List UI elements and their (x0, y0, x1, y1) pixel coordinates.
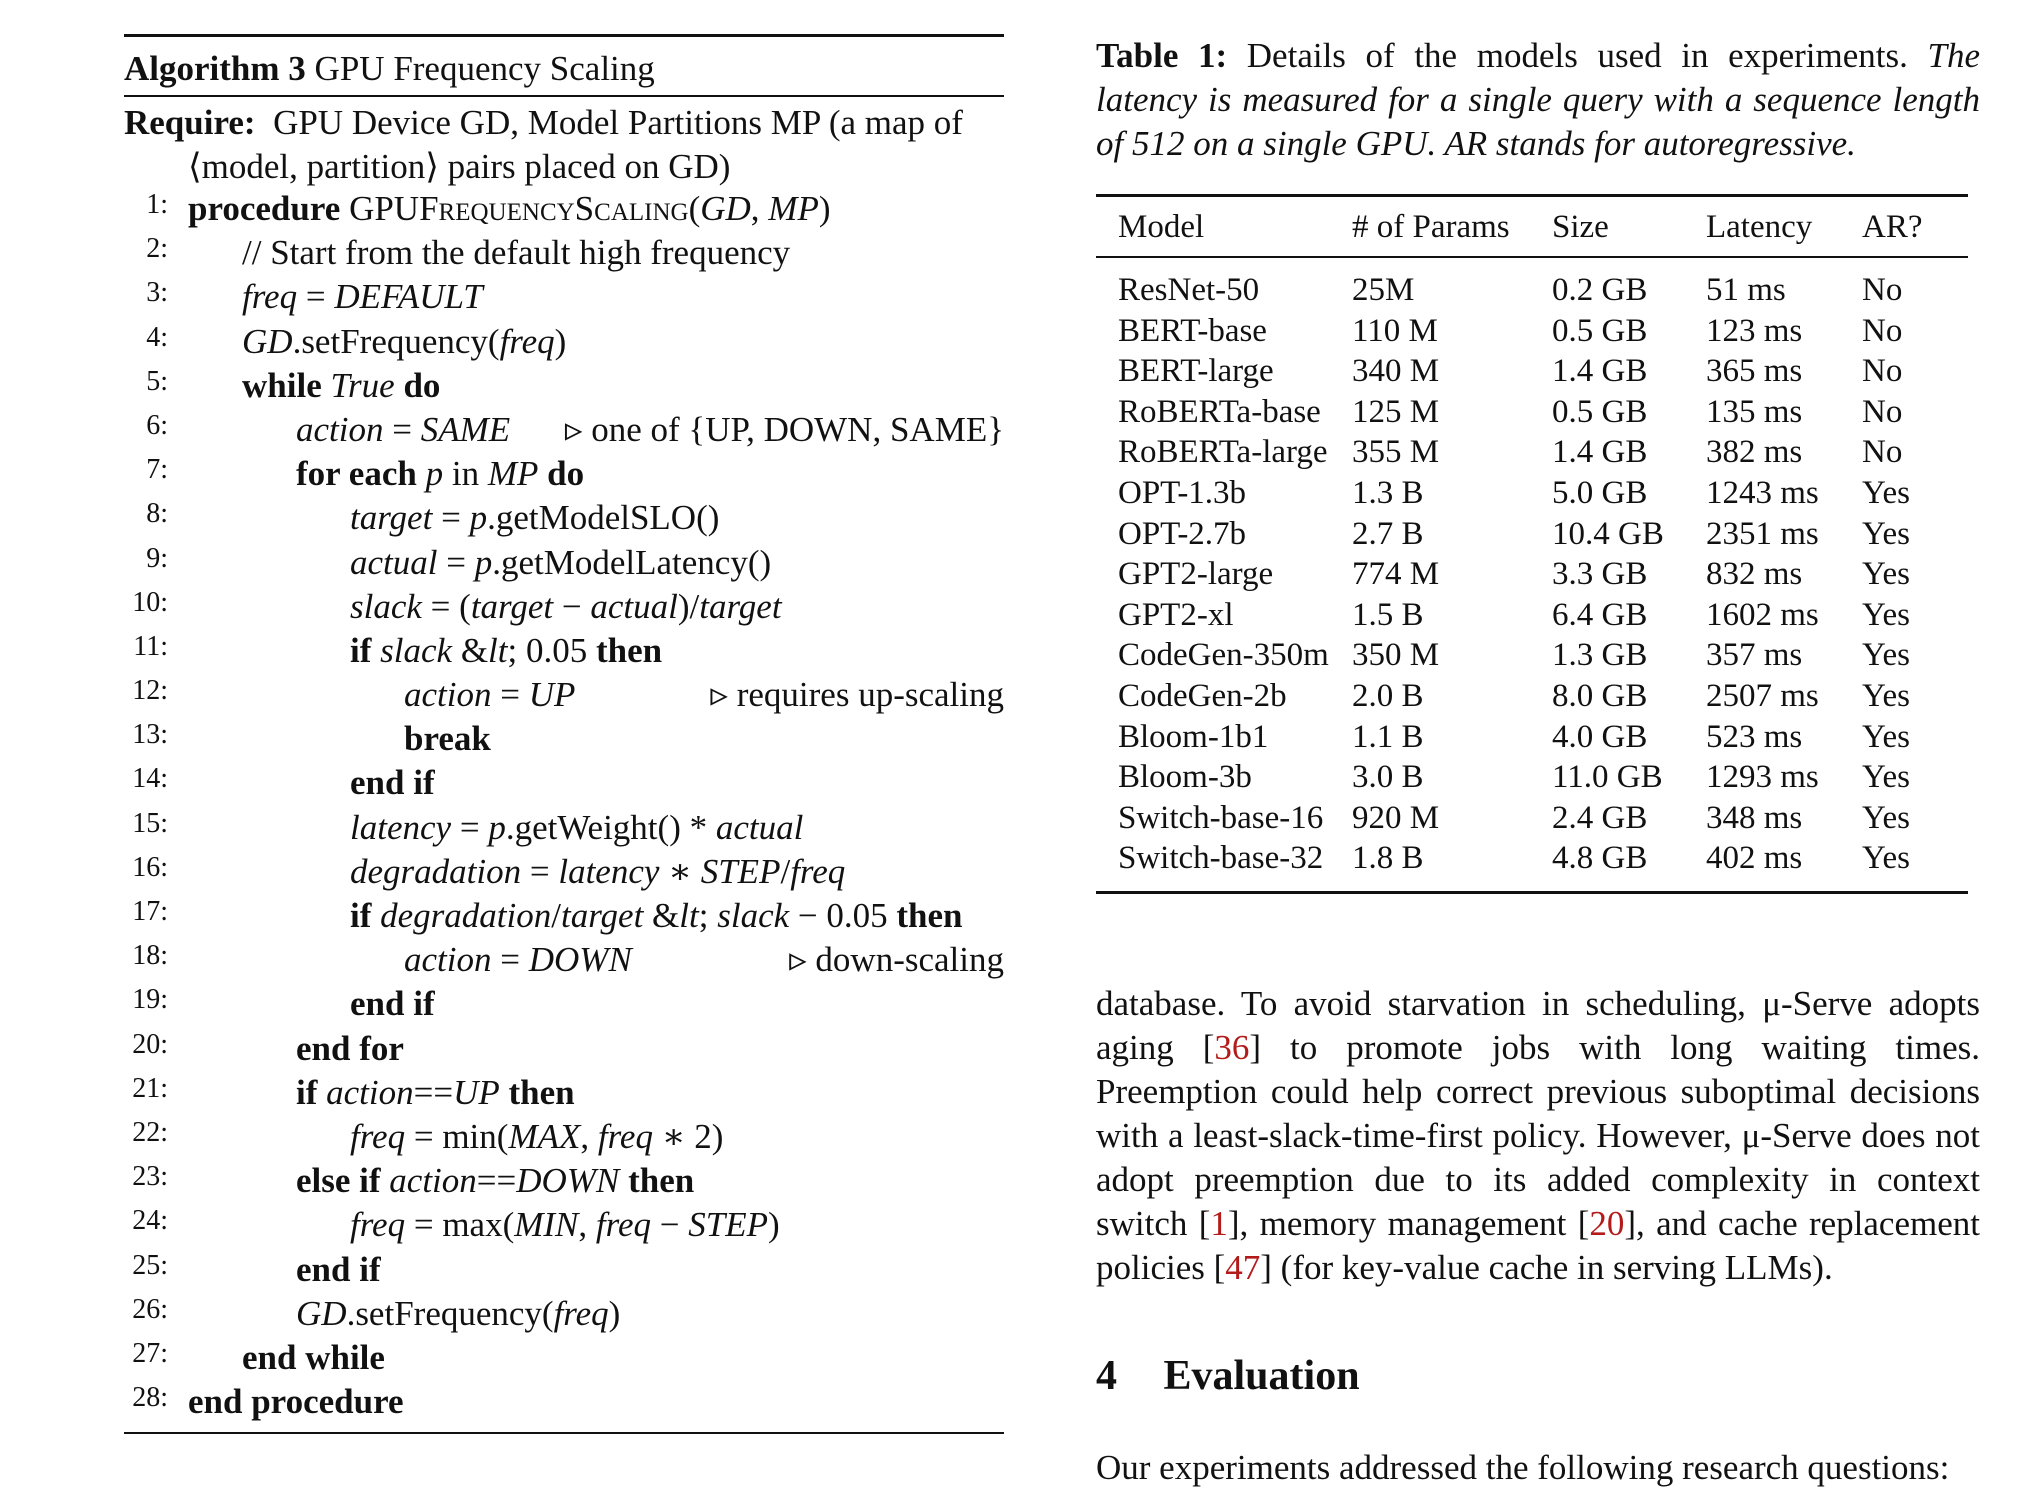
line-code: end procedure (188, 1382, 404, 1422)
cell-latency: 2351 ms (1706, 515, 1819, 552)
cell-ar: Yes (1862, 556, 1911, 593)
algorithm-block (124, 34, 1004, 1434)
line-number: 20: (132, 1028, 168, 1060)
line-number: 7: (146, 454, 168, 486)
table-label: Table 1: (1096, 36, 1228, 75)
line-comment: ▹ one of {UP, DOWN, SAME} (564, 409, 1004, 449)
line-number: 24: (132, 1205, 168, 1237)
line-number: 17: (132, 896, 168, 927)
cell-size: 4.8 GB (1552, 840, 1648, 877)
paragraph-text: ] to promote jobs with long waiting times. Preemption could help correct previous suboptimal decisions with a least-slack-time-first policy. However, μ-Serve does not adopt preemption due to its added complexity in context switch [ (1096, 1027, 1981, 1243)
cell-params: 920 M (1352, 799, 1440, 836)
table-header-row (1096, 196, 1968, 258)
algorithm-line (124, 1338, 1004, 1382)
cell-size: 8.0 GB (1552, 677, 1648, 714)
line-code: end if (296, 1249, 381, 1289)
cell-size: 1.3 GB (1552, 637, 1648, 674)
line-code: GD.setFrequency(freq) (242, 321, 567, 361)
algorithm-line (124, 852, 1004, 896)
cell-ar: No (1862, 393, 1903, 430)
cell-model: OPT-2.7b (1118, 515, 1247, 552)
line-number: 9: (146, 542, 168, 574)
line-code: end while (242, 1337, 385, 1377)
require-clause (124, 101, 1004, 189)
citation-link[interactable]: 1 (1210, 1203, 1228, 1243)
algorithm-line (124, 322, 1004, 366)
line-number: 28: (132, 1382, 168, 1414)
line-code: actual = p.getModelLatency() (350, 542, 772, 582)
section-number: 4 (1096, 1352, 1117, 1399)
cell-latency: 348 ms (1706, 799, 1803, 836)
algorithm-line (124, 1073, 1004, 1117)
algorithm-line (124, 1294, 1004, 1338)
cell-ar: Yes (1862, 637, 1911, 674)
right-column (1096, 34, 1980, 1490)
line-number: 2: (146, 233, 168, 265)
line-code: for each p in MP do (296, 454, 585, 494)
cell-size: 1.4 GB (1552, 353, 1648, 390)
algorithm-title (124, 37, 1004, 95)
algorithm-line (124, 1117, 1004, 1161)
line-number: 4: (146, 321, 168, 353)
algorithm-line (124, 587, 1004, 631)
line-number: 18: (132, 940, 168, 972)
algorithm-line (124, 1205, 1004, 1249)
line-comment: ▹ requires up-scaling (710, 675, 1004, 715)
algorithm-line (124, 1250, 1004, 1294)
line-number: 27: (132, 1337, 168, 1369)
cell-latency: 523 ms (1706, 718, 1803, 755)
cell-model: Switch-base-32 (1118, 840, 1324, 877)
line-number: 16: (132, 851, 168, 883)
header-latency: Latency (1706, 209, 1813, 245)
cell-params: 355 M (1352, 434, 1440, 471)
line-number: 14: (132, 763, 168, 795)
table-row (1096, 676, 1968, 717)
line-code: action = UP (404, 675, 576, 715)
table-row (1096, 798, 1968, 839)
section-heading (1096, 1352, 1980, 1400)
cell-params: 340 M (1352, 353, 1440, 390)
paragraph-text: ], and cache replacement policies [ (1096, 1203, 1980, 1287)
cell-model: BERT-large (1118, 353, 1274, 390)
table-row (1096, 351, 1968, 392)
cell-params: 2.0 B (1352, 677, 1424, 714)
cell-latency: 382 ms (1706, 434, 1803, 471)
line-code: freq = max(MIN, freq − STEP) (350, 1205, 780, 1245)
line-code: freq = DEFAULT (242, 277, 483, 317)
caption-italic: The latency is measured for a single query with a sequence length of 512 on a single GPU. AR stands for autoregressive. (1096, 36, 1981, 163)
line-code: if degradation/target &lt; slack − 0.05 then (350, 896, 963, 935)
cell-params: 3.0 B (1352, 759, 1424, 796)
line-number: 22: (132, 1116, 168, 1148)
cell-size: 6.4 GB (1552, 596, 1648, 633)
algorithm-line (124, 896, 1004, 940)
line-number: 10: (132, 586, 168, 618)
cell-model: BERT-base (1118, 312, 1267, 349)
cell-size: 10.4 GB (1552, 515, 1664, 552)
cell-latency: 1243 ms (1706, 474, 1819, 511)
table-row (1096, 432, 1968, 473)
require-label: Require: (124, 103, 256, 142)
algorithm-line (124, 631, 1004, 675)
body-paragraph-2: Our experiments addressed the following research questions: (1096, 1447, 1950, 1487)
line-number: 13: (132, 719, 168, 751)
algorithm-line (124, 675, 1004, 719)
cell-size: 1.4 GB (1552, 434, 1648, 471)
header-model: Model (1118, 209, 1205, 245)
caption-plain: Details of the models used in experiments. (1246, 36, 1908, 75)
cell-params: 2.7 B (1352, 515, 1424, 552)
table-body (1096, 257, 1968, 892)
table-row (1096, 717, 1968, 758)
cell-size: 11.0 GB (1552, 759, 1663, 796)
models-table (1096, 194, 1968, 894)
line-code: GD.setFrequency(freq) (296, 1293, 621, 1333)
cell-params: 1.1 B (1352, 718, 1424, 755)
line-number: 3: (146, 277, 168, 309)
cell-latency: 357 ms (1706, 637, 1803, 674)
cell-ar: No (1862, 434, 1903, 471)
header-ar: AR? (1862, 209, 1923, 245)
algorithm-line (124, 1161, 1004, 1205)
line-code: slack = (target − actual)/target (350, 586, 782, 626)
algorithm-line (124, 233, 1004, 277)
line-code: end if (350, 984, 435, 1024)
paragraph-text: ] (for key-value cache in serving LLMs). (1260, 1247, 1833, 1287)
header-params: # of Params (1352, 209, 1510, 245)
line-number: 23: (132, 1161, 168, 1193)
cell-latency: 123 ms (1706, 312, 1803, 349)
algorithm-line (124, 543, 1004, 587)
line-number: 15: (132, 807, 168, 839)
paragraph-text: ], memory management [ (1227, 1203, 1590, 1243)
cell-params: 350 M (1352, 637, 1440, 674)
algorithm-line (124, 984, 1004, 1028)
table-row (1096, 473, 1968, 514)
line-code: if slack &lt; 0.05 then (350, 630, 663, 670)
cell-params: 25M (1352, 272, 1415, 308)
line-code: degradation = latency ∗ STEP/freq (350, 851, 846, 891)
cell-params: 774 M (1352, 556, 1440, 593)
line-code: action = DOWN (404, 940, 632, 980)
algorithm-line (124, 1382, 1004, 1426)
cell-size: 2.4 GB (1552, 799, 1648, 836)
table-row (1096, 257, 1968, 311)
line-number: 21: (132, 1072, 168, 1104)
algorithm-lines (124, 189, 1004, 1426)
line-number: 6: (146, 409, 168, 441)
cell-size: 5.0 GB (1552, 474, 1648, 511)
line-code: procedure GPUFrequencyScaling(GD, MP) (188, 189, 831, 228)
cell-ar: No (1862, 353, 1903, 390)
cell-size: 0.2 GB (1552, 272, 1648, 308)
algorithm-line (124, 410, 1004, 454)
citation-link[interactable]: 47 (1225, 1247, 1261, 1287)
section-title: Evaluation (1163, 1352, 1360, 1399)
body-paragraph (1096, 982, 1980, 1290)
cell-model: Bloom-3b (1118, 759, 1252, 796)
cell-model: OPT-1.3b (1118, 474, 1247, 511)
cell-latency: 2507 ms (1706, 677, 1819, 714)
table-row (1096, 311, 1968, 352)
bottom-rule (124, 1432, 1004, 1434)
line-number: 11: (133, 630, 168, 662)
algorithm-line (124, 719, 1004, 763)
algorithm-name: GPU Frequency Scaling (314, 49, 655, 88)
line-code: else if action==DOWN then (296, 1161, 695, 1201)
algorithm-line (124, 189, 1004, 233)
table-row (1096, 635, 1968, 676)
line-number: 26: (132, 1293, 168, 1325)
cell-size: 0.5 GB (1552, 312, 1648, 349)
table-row (1096, 514, 1968, 555)
line-code: freq = min(MAX, freq ∗ 2) (350, 1116, 724, 1156)
cell-ar: No (1862, 312, 1903, 349)
cell-params: 1.8 B (1352, 840, 1424, 877)
table-row (1096, 838, 1968, 892)
cell-model: Switch-base-16 (1118, 799, 1324, 836)
cell-ar: Yes (1862, 759, 1911, 796)
cell-ar: No (1862, 272, 1903, 308)
table-row (1096, 554, 1968, 595)
algorithm-line (124, 940, 1004, 984)
cell-size: 3.3 GB (1552, 556, 1648, 593)
line-code: action = SAME (296, 409, 511, 449)
line-code: if action==UP then (296, 1072, 575, 1112)
line-number: 5: (146, 365, 168, 397)
line-number: 8: (146, 498, 168, 530)
citation-link[interactable]: 36 (1214, 1027, 1250, 1067)
cell-model: RoBERTa-large (1118, 434, 1328, 471)
cell-latency: 402 ms (1706, 840, 1803, 877)
table-caption (1096, 34, 1980, 166)
cell-model: GPT2-xl (1118, 596, 1234, 633)
cell-model: Bloom-1b1 (1118, 718, 1269, 755)
line-number: 19: (132, 984, 168, 1016)
cell-latency: 1293 ms (1706, 759, 1819, 796)
cell-size: 4.0 GB (1552, 718, 1648, 755)
cell-latency: 51 ms (1706, 272, 1786, 308)
table-row (1096, 392, 1968, 433)
citation-link[interactable]: 20 (1589, 1203, 1625, 1243)
require-text: GPU Device GD, Model Partitions MP (a map of ⟨model, partition⟩ pairs placed on GD) (188, 103, 963, 186)
header-size: Size (1552, 209, 1609, 245)
algorithm-line (124, 366, 1004, 410)
cell-ar: Yes (1862, 799, 1911, 836)
cell-ar: Yes (1862, 474, 1911, 511)
cell-latency: 365 ms (1706, 353, 1803, 390)
table-row (1096, 595, 1968, 636)
cell-ar: Yes (1862, 677, 1911, 714)
cell-model: CodeGen-2b (1118, 677, 1287, 714)
algorithm-line (124, 498, 1004, 542)
algorithm-line (124, 808, 1004, 852)
algorithm-label: Algorithm 3 (124, 49, 306, 88)
line-code: latency = p.getWeight() * actual (350, 807, 804, 847)
cell-latency: 832 ms (1706, 556, 1803, 593)
cell-params: 1.5 B (1352, 596, 1424, 633)
line-number: 1: (146, 189, 168, 220)
algorithm-line (124, 277, 1004, 321)
cell-ar: Yes (1862, 515, 1911, 552)
cell-latency: 135 ms (1706, 393, 1803, 430)
line-code: // Start from the default high frequency (242, 233, 791, 273)
line-code: while True do (242, 365, 441, 405)
line-code: break (404, 719, 491, 759)
cell-model: RoBERTa-base (1118, 393, 1321, 430)
paragraph-text: database. To avoid starvation in scheduling, μ-Serve adopts aging [ (1096, 983, 1980, 1067)
cell-params: 1.3 B (1352, 474, 1424, 511)
cell-model: GPT2-large (1118, 556, 1274, 593)
cell-size: 0.5 GB (1552, 393, 1648, 430)
algorithm-line (124, 763, 1004, 807)
line-code: end if (350, 763, 435, 803)
cell-ar: Yes (1862, 596, 1911, 633)
line-code: target = p.getModelSLO() (350, 498, 720, 538)
line-code: end for (296, 1028, 404, 1068)
algorithm-line (124, 454, 1004, 498)
line-number: 25: (132, 1249, 168, 1281)
title-rule (124, 95, 1004, 97)
cell-params: 110 M (1352, 312, 1438, 349)
cell-latency: 1602 ms (1706, 596, 1819, 633)
cell-ar: Yes (1862, 840, 1911, 877)
algorithm-line (124, 1029, 1004, 1073)
line-comment: ▹ down-scaling (789, 940, 1004, 980)
cell-model: ResNet-50 (1118, 272, 1260, 308)
cell-model: CodeGen-350m (1118, 637, 1329, 674)
line-number: 12: (132, 675, 168, 707)
cell-params: 125 M (1352, 393, 1440, 430)
table-row (1096, 757, 1968, 798)
cell-ar: Yes (1862, 718, 1911, 755)
